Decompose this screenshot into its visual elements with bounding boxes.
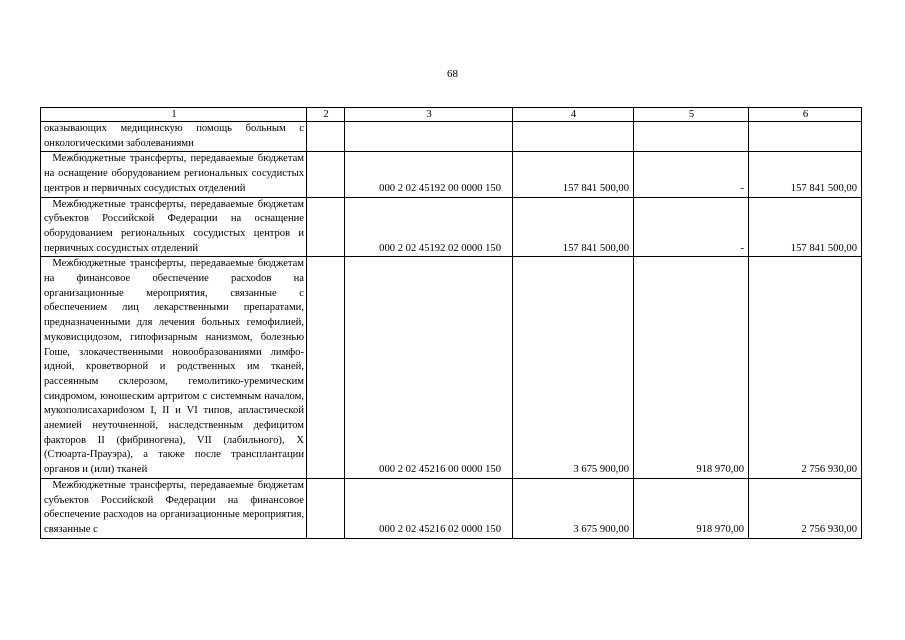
row-value-5: [634, 122, 749, 152]
column-header-6: 6: [749, 108, 862, 122]
budget-table: [40, 107, 862, 539]
table-header-row: [41, 108, 862, 122]
row-value-5: 918 970,00: [634, 257, 749, 479]
column-header-3: 3: [345, 108, 513, 122]
row-description: Межбюджетные трансферты, передаваемые бюджетам на оснащение оборудованием региональных сосудистых центров и первичных сосудистых отделений: [41, 152, 307, 197]
row-col2: [307, 478, 345, 538]
row-budget-code: 000 2 02 45216 00 0000 150: [345, 257, 513, 479]
row-value-6: [749, 122, 862, 152]
column-header-5: 5: [634, 108, 749, 122]
row-value-4: 157 841 500,00: [513, 197, 634, 257]
column-header-4: 4: [513, 108, 634, 122]
row-value-5: -: [634, 152, 749, 197]
column-header-1: 1: [41, 108, 307, 122]
row-description: Межбюджетные трансферты, передаваемые бюджетам субъектов Российской Федерации на финансовое обеспечение расходов на организационные мероприятия, связанные с: [41, 478, 307, 538]
row-value-6: 2 756 930,00: [749, 257, 862, 479]
row-value-5: 918 970,00: [634, 478, 749, 538]
table-row: [41, 152, 862, 197]
table-row: [41, 197, 862, 257]
row-col2: [307, 197, 345, 257]
table-row: [41, 122, 862, 152]
table-row: [41, 257, 862, 479]
page-number: 68: [447, 68, 458, 80]
row-value-6: 157 841 500,00: [749, 197, 862, 257]
row-budget-code: 000 2 02 45192 02 0000 150: [345, 197, 513, 257]
row-value-4: 3 675 900,00: [513, 478, 634, 538]
table-row: [41, 478, 862, 538]
row-value-4: 3 675 900,00: [513, 257, 634, 479]
row-value-6: 2 756 930,00: [749, 478, 862, 538]
row-value-4: 157 841 500,00: [513, 152, 634, 197]
row-description: Межбюджетные трансферты, передаваемые бюджетам на финансовое обеспечение расхоdов на организационные мероприятия, связанные с обеспечением лиц лекарственными препаратами, предназначенными для лечения больных гемофилией, муковисцидозом, гипофизарным нанизмом, болезнью Гоше, злокачественными новообразованиями лимфоидной, кроветворной и родственных им тканей, рассеянным склерозом, гемолитико-уремическим синдромом, юношеским артритом с системным началом, мукополисахариdозом I, II и VI типов, апластической анемией неуточненной, наследственным дефицитом факторов II (фибриногена), VII (лабильного), X (Стюарта-Прауэра), а также после трансплантации органов и (или) тканей: [41, 257, 307, 479]
row-value-6: 157 841 500,00: [749, 152, 862, 197]
row-col2: [307, 122, 345, 152]
row-description: оказывающих медицинскую помощь больным с онкологическими заболеваниями: [41, 122, 307, 152]
row-budget-code: 000 2 02 45216 02 0000 150: [345, 478, 513, 538]
row-col2: [307, 257, 345, 479]
row-budget-code: 000 2 02 45192 00 0000 150: [345, 152, 513, 197]
row-value-5: -: [634, 197, 749, 257]
row-description: Межбюджетные трансферты, передаваемые бюджетам субъектов Российской Федерации на оснащение оборудованием региональных сосудистых центров и первичных сосудистых отделений: [41, 197, 307, 257]
row-budget-code: [345, 122, 513, 152]
row-value-4: [513, 122, 634, 152]
column-header-2: 2: [307, 108, 345, 122]
row-col2: [307, 152, 345, 197]
